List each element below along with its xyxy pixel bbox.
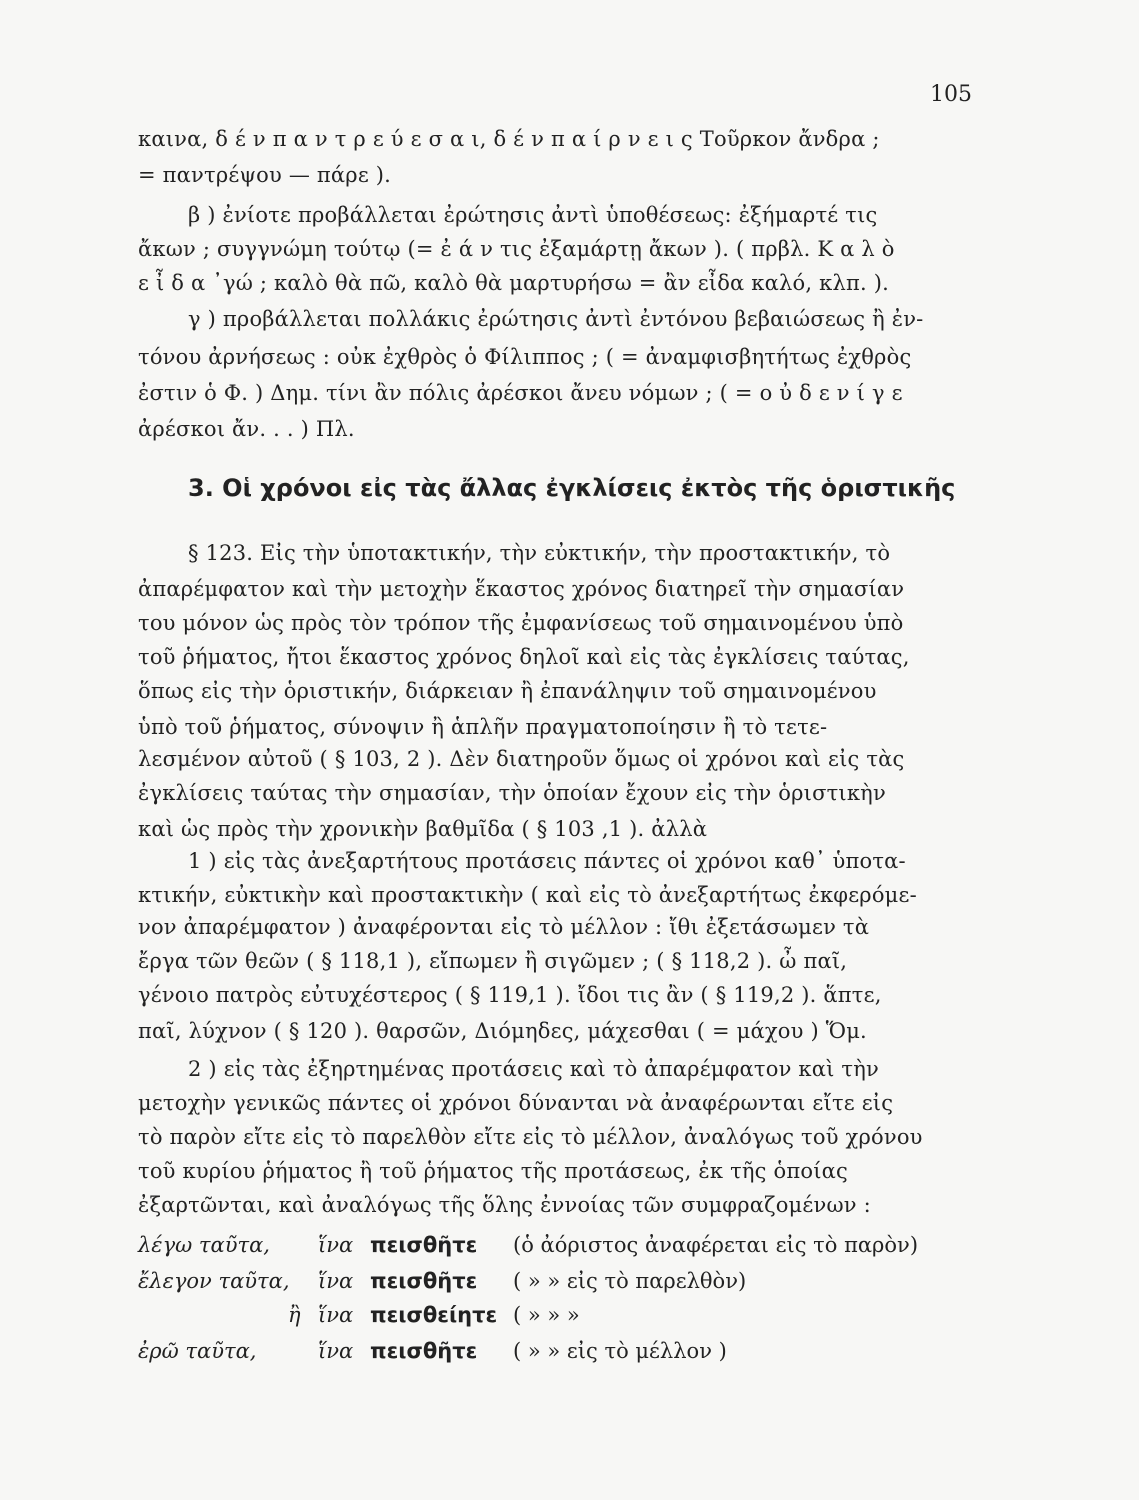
example-cell: ἵνα: [318, 1233, 354, 1257]
text-line: ἔργα τῶν θεῶν ( § 118,1 ), εἴπωμεν ἢ σιγῶμεν ; ( § 118,2 ). ὦ παῖ,: [138, 949, 848, 973]
text-line: γ ) προβάλλεται πολλάκις ἐρώτησις ἀντὶ ἐντόνου βεβαιώσεως ἢ ἐν-: [188, 307, 924, 331]
text-line: νον ἀπαρέμφατον ) ἀναφέρονται εἰς τὸ μέλλον : ἴθι ἐξετάσωμεν τὰ: [138, 915, 870, 939]
example-cell: ( » » εἰς τὸ παρελθὸν): [513, 1269, 747, 1293]
example-cell: ἢ: [288, 1303, 301, 1327]
text-line: τόνου ἀρνήσεως : οὐκ ἐχθρὸς ὁ Φίλιππος ; ( = ἀναμφισβητήτως ἐχθρὸς: [138, 345, 912, 369]
text-line: β ) ἐνίοτε προβάλλεται ἐρώτησις ἀντὶ ὑποθέσεως: ἐξήμαρτέ τις: [188, 203, 878, 227]
text-line: ὅπως εἰς τὴν ὁριστικήν, διάρκειαν ἢ ἐπανάληψιν τοῦ σημαινομένου: [138, 679, 877, 703]
text-line: ἀρέσκοι ἄν. . . ) Πλ.: [138, 417, 355, 441]
text-line: γένοιο πατρὸς εὐτυχέστερος ( § 119,1 ). ἴδοι τις ἂν ( § 119,2 ). ἅπτε,: [138, 983, 882, 1007]
text-line: ἐξαρτῶνται, καὶ ἀναλόγως τῆς ὅλης ἐννοίας τῶν συμφραζομένων :: [138, 1193, 871, 1217]
example-cell: ἵνα: [318, 1303, 354, 1327]
text-line: κτικήν, εὐκτικὴν καὶ προστακτικὴν ( καὶ εἰς τὸ ἀνεξαρτήτως ἐκφερόμε-: [138, 883, 917, 907]
example-cell: πεισθῆτε: [370, 1269, 478, 1293]
text-line: 1 ) εἰς τὰς ἀνεξαρτήτους προτάσεις πάντες οἱ χρόνοι καθ᾽ ὑποτα-: [188, 849, 906, 873]
example-cell: πεισθῆτε: [370, 1339, 478, 1363]
example-cell: πεισθῆτε: [370, 1233, 478, 1257]
text-line: τοῦ ῥήματος, ἤτοι ἕκαστος χρόνος δηλοῖ καὶ εἰς τὰς ἐγκλίσεις ταύτας,: [138, 645, 910, 669]
text-line: ἄκων ; συγγνώμη τούτῳ (= ἐ ά ν τις ἐξαμάρτῃ ἄκων ). ( πρβλ. Κ α λ ὸ: [138, 237, 895, 261]
text-line: § 123. Εἰς τὴν ὑποτακτικήν, τὴν εὐκτικήν, τὴν προστακτικήν, τὸ: [188, 541, 891, 565]
text-line: καὶ ὡς πρὸς τὴν χρονικὴν βαθμῖδα ( § 103 ,1 ). ἀλλὰ: [138, 817, 708, 841]
text-line: μετοχὴν γενικῶς πάντες οἱ χρόνοι δύνανται νὰ ἀναφέρωνται εἴτε εἰς: [138, 1091, 894, 1115]
example-cell: ἔλεγον ταῦτα,: [138, 1269, 290, 1293]
text-line: παῖ, λύχνον ( § 120 ). θαρσῶν, Διόμηδες, μάχεσθαι ( = μάχου ) Ὅμ.: [138, 1019, 867, 1043]
text-line: = παντρέψου — πάρε ).: [138, 163, 392, 187]
example-cell: ( » » εἰς τὸ μέλλον ): [513, 1339, 727, 1363]
example-cell: ( » » »: [513, 1303, 580, 1327]
example-cell: ἵνα: [318, 1269, 354, 1293]
text-line: ἐστιν ὁ Φ. ) Δημ. τίνι ἂν πόλις ἀρέσκοι ἄνευ νόμων ; ( = ο ὐ δ ε ν ί γ ε: [138, 381, 903, 405]
text-line: τὸ παρὸν εἴτε εἰς τὸ παρελθὸν εἴτε εἰς τὸ μέλλον, ἀναλόγως τοῦ χρόνου: [138, 1125, 923, 1149]
section-heading: 3. Οἱ χρόνοι εἰς τὰς ἄλλας ἐγκλίσεις ἐκτὸς τῆς ὁριστικῆς: [188, 474, 956, 502]
example-cell: πεισθείητε: [370, 1303, 498, 1327]
text-line: ἐγκλίσεις ταύτας τὴν σημασίαν, τὴν ὁποίαν ἔχουν εἰς τὴν ὁριστικὴν: [138, 781, 886, 805]
text-line: καινα, δ έ ν π α ν τ ρ ε ύ ε σ α ι, δ έ ν π α ί ρ ν ε ι ς Τοῦρκον ἄνδρα ;: [138, 127, 880, 151]
text-line: ε ἶ δ α ᾽γώ ; καλὸ θὰ πῶ, καλὸ θὰ μαρτυρήσω = ἂν εἶδα καλό, κλπ. ).: [138, 271, 889, 295]
text-line: λεσμένον αὐτοῦ ( § 103, 2 ). Δὲν διατηροῦν ὅμως οἱ χρόνοι καὶ εἰς τὰς: [138, 747, 905, 771]
example-cell: ἐρῶ ταῦτα,: [138, 1339, 257, 1363]
text-line: 2 ) εἰς τὰς ἐξηρτημένας προτάσεις καὶ τὸ ἀπαρέμφατον καὶ τὴν: [188, 1057, 879, 1081]
text-line: τοῦ κυρίου ῥήματος ἢ τοῦ ῥήματος τῆς προτάσεως, ἐκ τῆς ὁποίας: [138, 1159, 848, 1183]
text-line: ἀπαρέμφατον καὶ τὴν μετοχὴν ἕκαστος χρόνος διατηρεῖ τὴν σημασίαν: [138, 577, 905, 601]
text-line: του μόνον ὡς πρὸς τὸν τρόπον τῆς ἐμφανίσεως τοῦ σημαινομένου ὑπὸ: [138, 611, 904, 635]
example-cell: λέγω ταῦτα,: [138, 1233, 270, 1257]
example-cell: ἵνα: [318, 1339, 354, 1363]
text-line: ὑπὸ τοῦ ῥήματος, σύνοψιν ἢ ἁπλῆν πραγματοποίησιν ἢ τὸ τετε-: [138, 715, 828, 739]
example-cell: (ὁ ἀόριστος ἀναφέρεται εἰς τὸ παρὸν): [513, 1233, 919, 1257]
page-number: 105: [930, 82, 972, 107]
